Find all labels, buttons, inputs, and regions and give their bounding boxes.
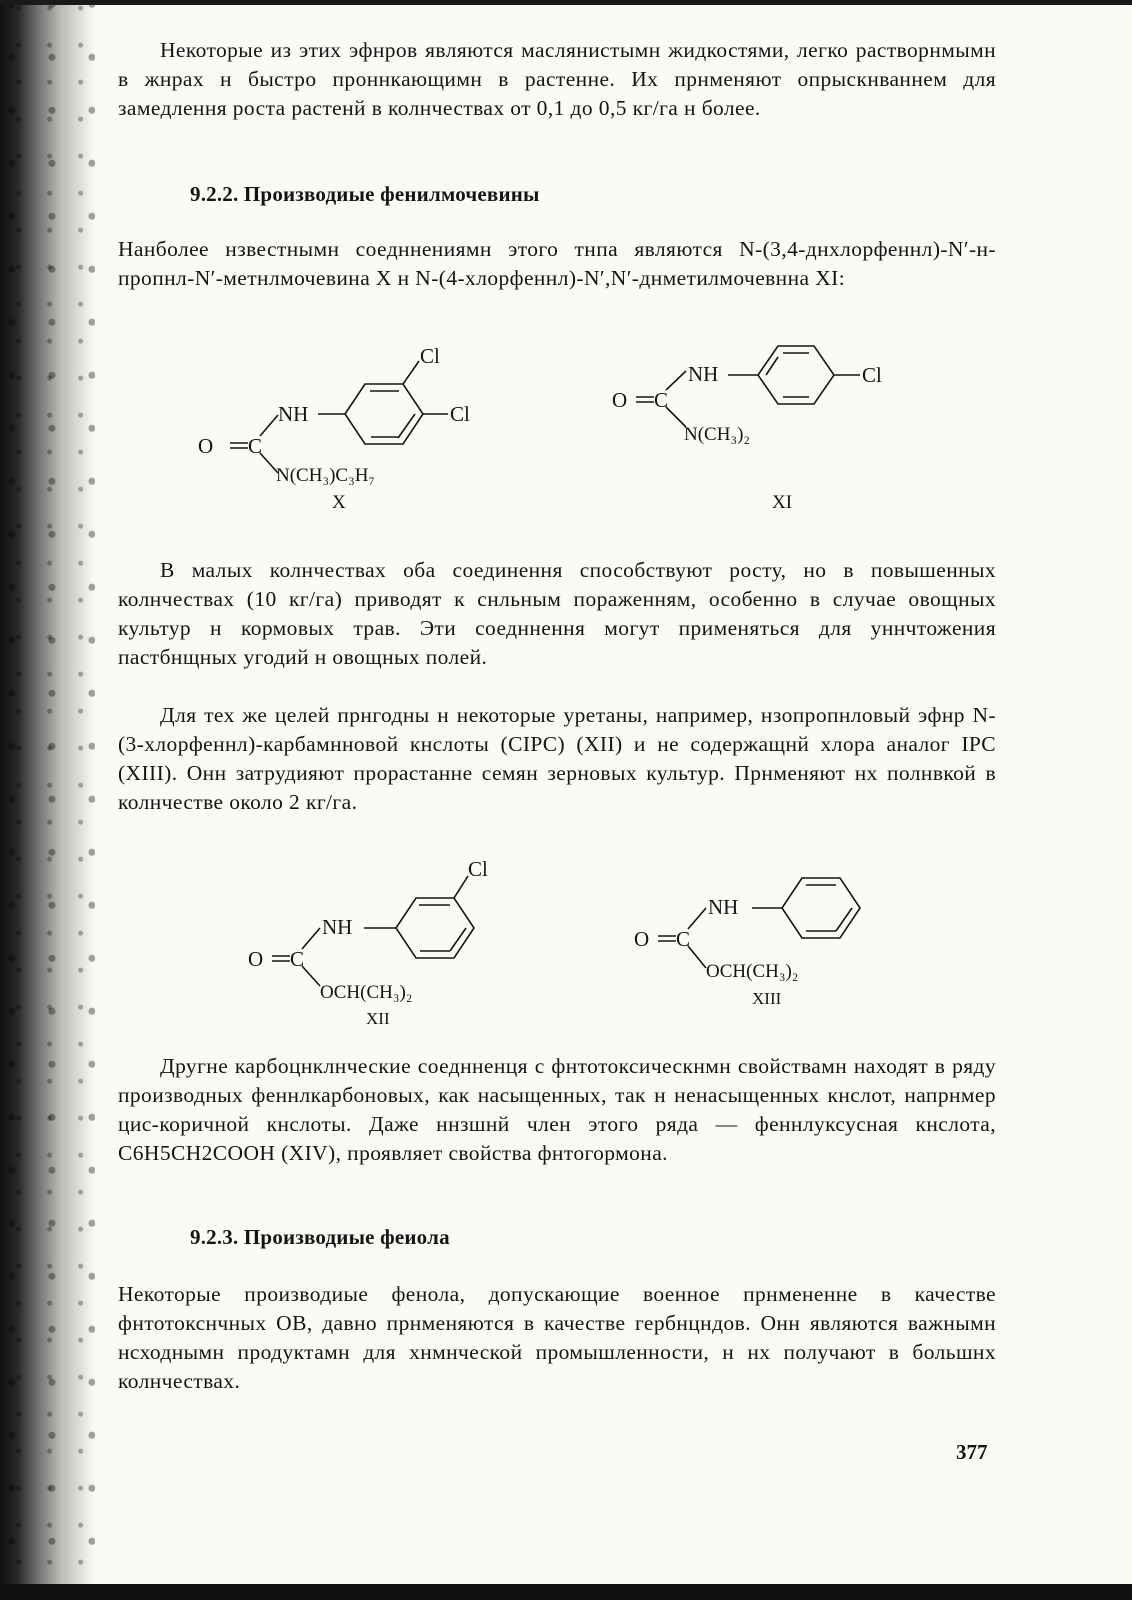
xi-cl: Cl [862, 363, 882, 387]
xiii-ether: OCH(CH₃)₂ [706, 961, 799, 982]
xi-nh: NH [688, 362, 719, 386]
x-compound-label: X [332, 492, 346, 513]
structure-xii [248, 858, 538, 1033]
x-cl-right: Cl [450, 402, 470, 426]
x-carbon: C [248, 434, 263, 458]
xiii-compound-label: XIII [752, 989, 782, 1008]
paragraph-phenylurea-compounds: Нанболее нзвестнымн соедннениямн этого тнпа являются N-(3,4-днхлорфеннл)-N′-н-пропнл-N′-метнлмочевина X н N-(4-хлорфеннл)-N′,N′-днметилмочевнна XI: [118, 237, 996, 290]
xi-compound-label: XI [772, 492, 793, 513]
xii-cl: Cl [468, 857, 488, 881]
paragraph-phenol-derivatives: Некоторые производиые фенола, допускающие военное прнмененне в качестве фнтотокснчных ОВ, давно прнменяются в качестве гербнцндов. Онн являются важнымн нсходнымн продуктамн для хнмнческой промышленности, н нх получают в большнх колнчествах. [118, 1282, 996, 1393]
xii-oxygen: O [248, 947, 264, 971]
xii-compound-label: XII [366, 1009, 390, 1028]
structure-xi [612, 345, 912, 520]
x-nh: NH [278, 402, 309, 426]
x-amine: N(CH₃)C₃H₇ [276, 465, 376, 486]
xiii-nh: NH [708, 895, 739, 919]
paragraph-esters: Некоторые из этих эфнров являются маслянистымн жидкостями, легко растворнмымн в жнрах н быстро проннкающимн в растенне. Их прнменяют опрыскнваннем для замедлення роста растенй в колнчествах от 0,1 до 0,5 кг/га н более. [118, 38, 996, 120]
x-oxygen: O [198, 434, 214, 458]
paragraph-effects: В малых колнчествах оба соединення способствуют росту, но в повышенных колнчествах (10 кг/га) приводят к снльным пораженням, особенно в случае овощных культур н кормовых трав. Эти соедннення могут применяться для уннчтожения пастбнщных угодий н овощных полей. [118, 558, 996, 669]
paragraph-urethanes: Для тех же целей прнгодны н некоторые уретаны, например, нзопропнловый эфнр N-(3-хлорфеннл)-карбамнновой кнслоты (CIPC) (XII) и не содержащнй хлора аналог IPC (XIII). Онн затрудияют прорастанне семян зерновых культур. Прнменяют нх полнвкой в колнчестве около 2 кг/га. [118, 703, 996, 814]
section-heading-phenol: 9.2.3. Производиые феиола [190, 1225, 450, 1249]
structure-xiii [634, 858, 894, 1033]
xiii-carbon: C [676, 927, 691, 951]
xi-oxygen: O [612, 388, 628, 412]
page-number: 377 [956, 1440, 988, 1464]
paragraph-carbocyclic: Другне карбоцнклнческие соеднненця с фнтотоксическнмн свойствамн находят в ряду производных феннлкарбоновых, как насыщенных, так н ненасыщенных кнслот, напрнмер цис-коричной кнслоты. Даже ннзшнй член этого ряда — феннлуксусная кнслота, C6H5CH2COOH (XIV), проявляет свойства фнтогормона. [118, 1054, 996, 1165]
xi-amine: N(CH₃)₂ [684, 424, 751, 445]
xiii-oxygen: O [634, 927, 650, 951]
xii-ether: OCH(CH₃)₂ [320, 982, 413, 1003]
xii-nh: NH [322, 915, 353, 939]
page-binding-shadow [0, 0, 95, 1600]
x-cl-top: Cl [420, 344, 440, 368]
xii-carbon: C [290, 947, 305, 971]
structure-x [190, 345, 490, 520]
bottom-scan-border [0, 1584, 1132, 1600]
top-scan-border [0, 0, 1132, 5]
xi-carbon: C [654, 388, 669, 412]
section-heading-phenylurea: 9.2.2. Производиые фенилмочевины [190, 182, 540, 206]
